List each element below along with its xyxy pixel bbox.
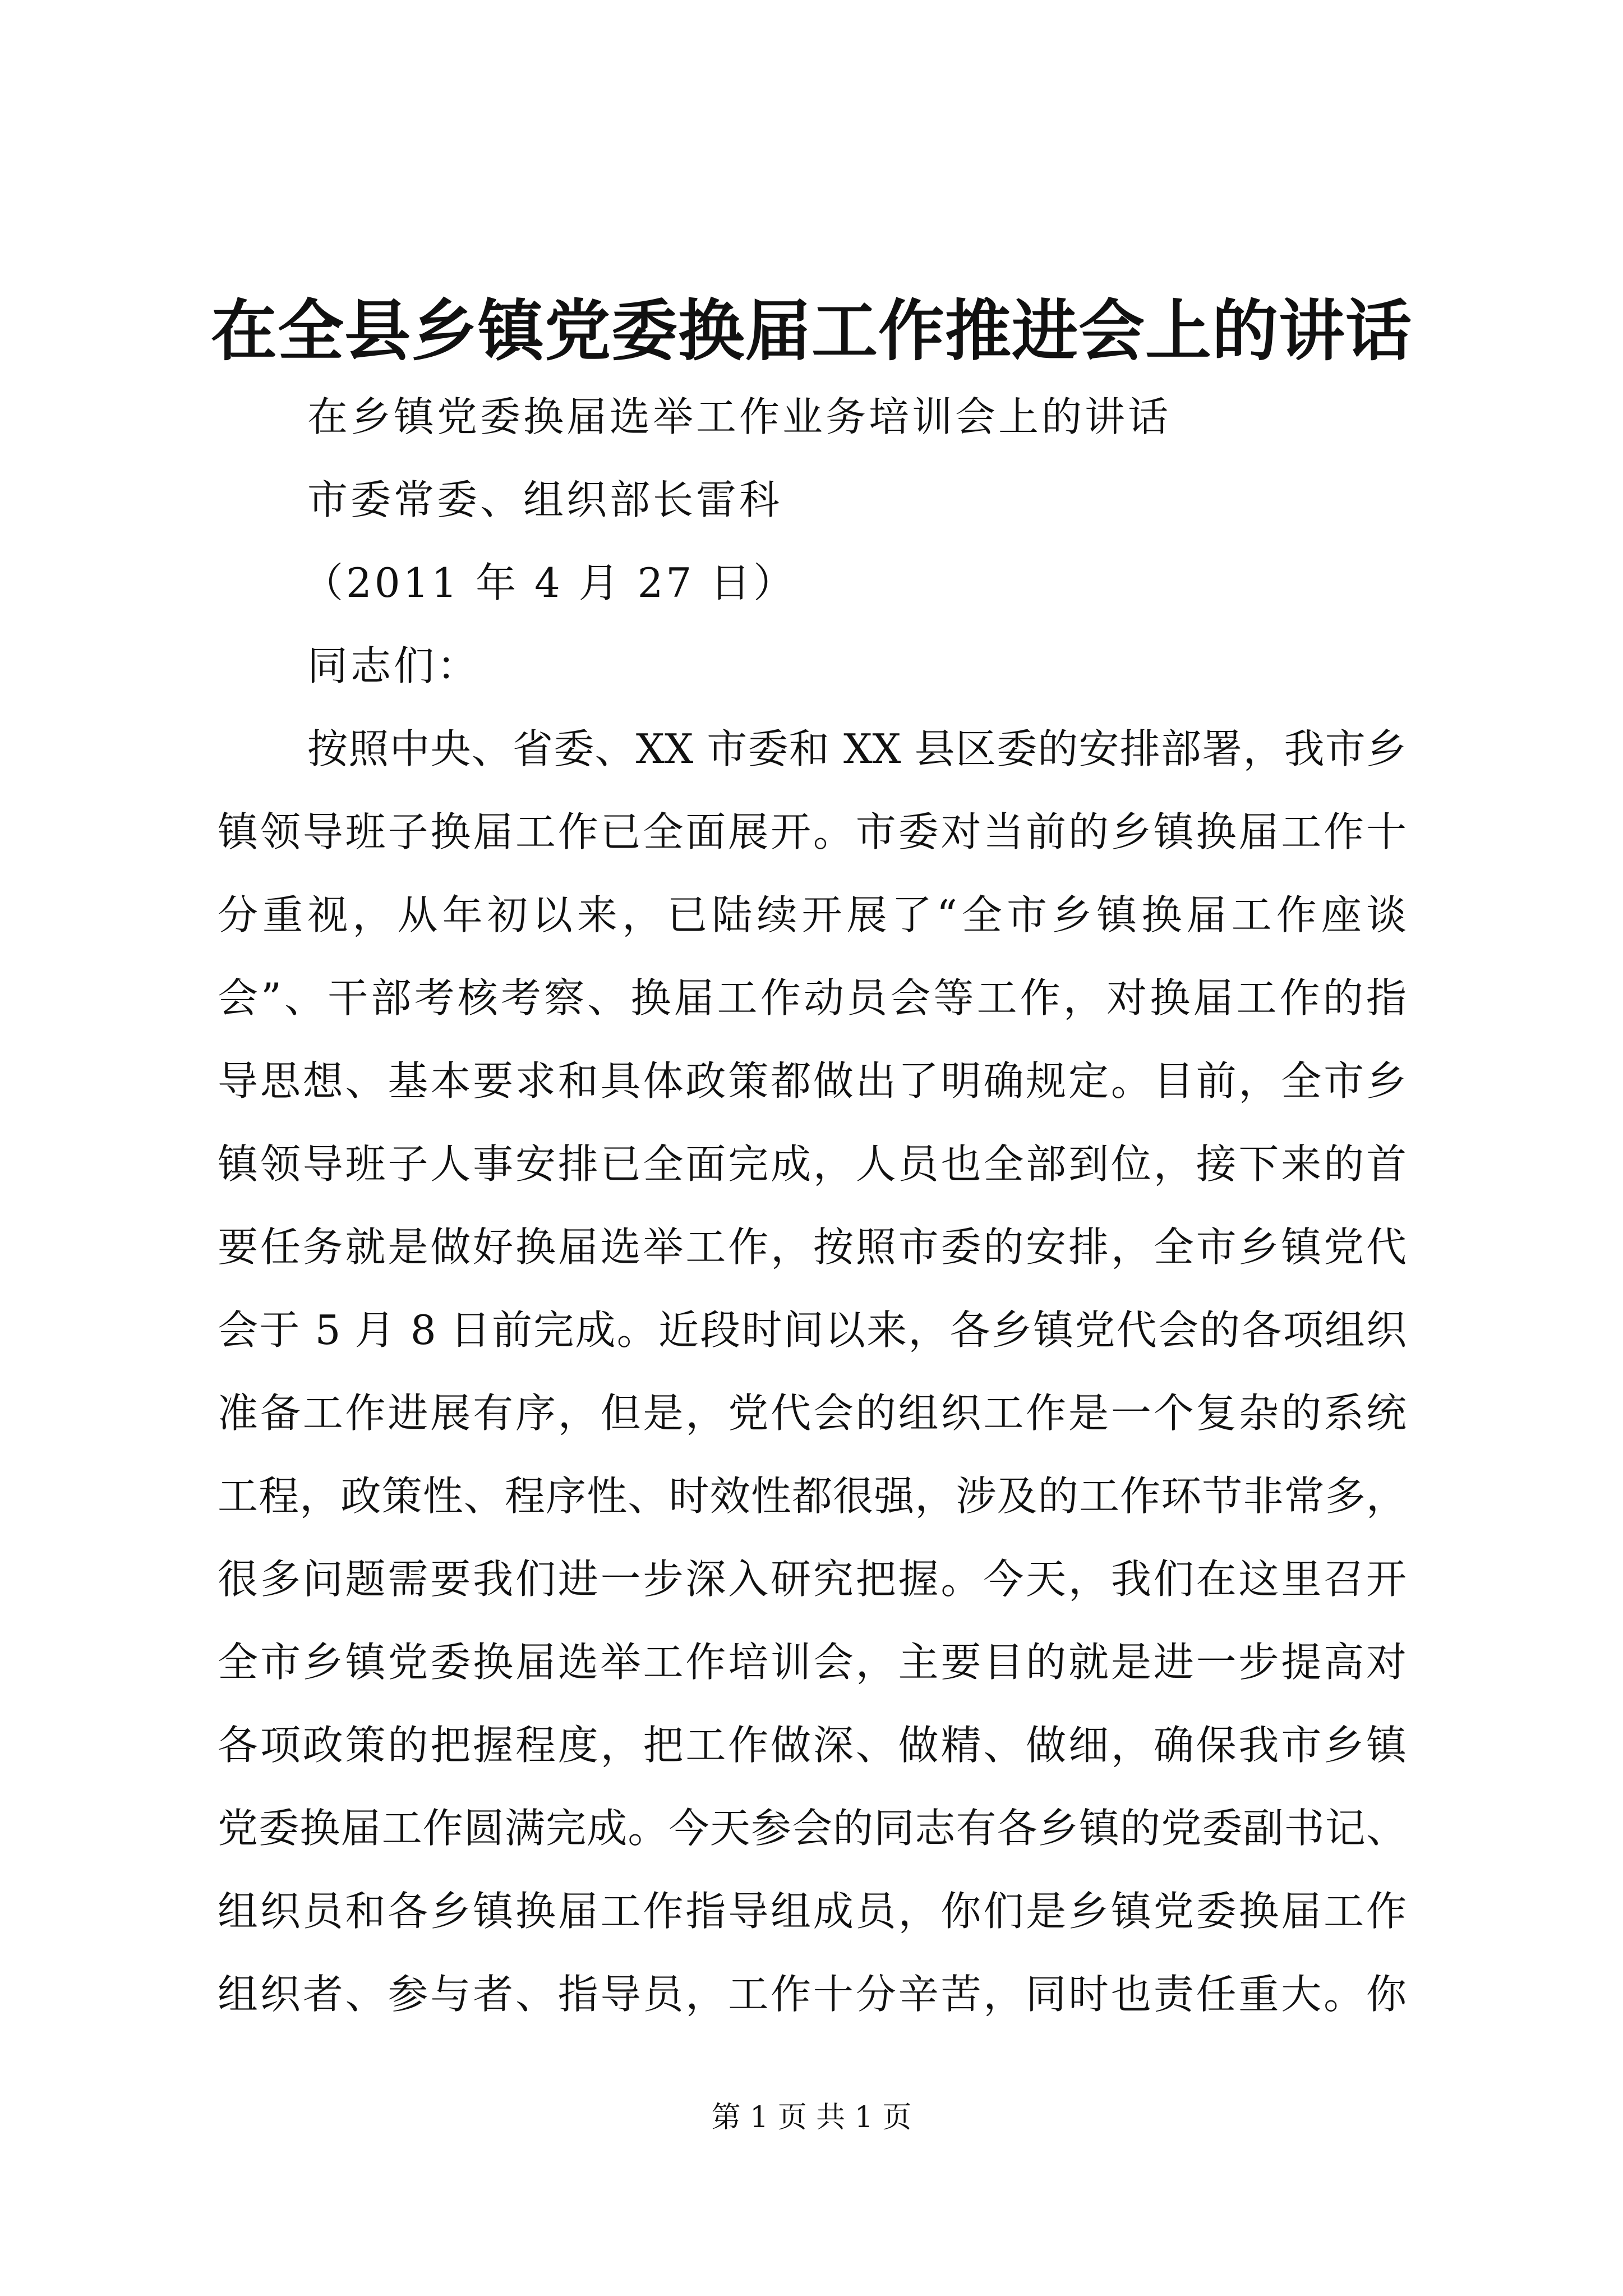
body-line: 镇领导班子人事安排已全面完成，人员也全部到位，接下来的首 xyxy=(218,1140,1407,1188)
body-line: 会”、干部考核考察、换届工作动员会等工作，对换届工作的指 xyxy=(218,974,1407,1022)
page-footer: 第 1 页 共 1 页 xyxy=(711,2101,912,2134)
speaker-line: 市委常委、组织部长雷科 xyxy=(307,476,783,523)
document-title: 在全县乡镇党委换届工作推进会上的讲话 xyxy=(210,292,1412,370)
body-line: 工程，政策性、程序性、时效性都很强，涉及的工作环节非常多， xyxy=(218,1473,1407,1520)
body-line: 党委换届工作圆满完成。今天参会的同志有各乡镇的党委副书记、 xyxy=(218,1805,1407,1852)
body-line: 组织员和各乡镇换届工作指导组成员，你们是乡镇党委换届工作 xyxy=(218,1888,1407,1935)
body-line: 各项政策的把握程度，把工作做深、做精、做细，确保我市乡镇 xyxy=(218,1722,1407,1769)
body-line: 准备工作进展有序，但是，党代会的组织工作是一个复杂的系统 xyxy=(218,1389,1407,1437)
greeting-line: 同志们： xyxy=(307,642,481,689)
body-line: 镇领导班子换届工作已全面展开。市委对当前的乡镇换届工作十 xyxy=(218,808,1407,855)
body-line: 分重视，从年初以来，已陆续开展了“全市乡镇换届工作座谈 xyxy=(218,891,1407,938)
body-line: 按照中央、省委、XX 市委和 XX 县区委的安排部署，我市乡 xyxy=(307,725,1407,772)
document-subtitle: 在乡镇党委换届选举工作业务培训会上的讲话 xyxy=(307,393,1172,440)
body-line: 要任务就是做好换届选举工作，按照市委的安排，全市乡镇党代 xyxy=(218,1223,1407,1271)
body-line: 会于 5 月 8 日前完成。近段时间以来，各乡镇党代会的各项组织 xyxy=(218,1306,1407,1354)
body-line: 很多问题需要我们进一步深入研究把握。今天，我们在这里召开 xyxy=(218,1556,1407,1603)
body-line: 导思想、基本要求和具体政策都做出了明确规定。目前，全市乡 xyxy=(218,1057,1407,1105)
date-line: （2011 年 4 月 27 日） xyxy=(303,559,797,606)
body-line: 全市乡镇党委换届选举工作培训会，主要目的就是进一步提高对 xyxy=(218,1639,1407,1686)
body-line: 组织者、参与者、指导员，工作十分辛苦，同时也责任重大。你 xyxy=(218,1971,1407,2018)
